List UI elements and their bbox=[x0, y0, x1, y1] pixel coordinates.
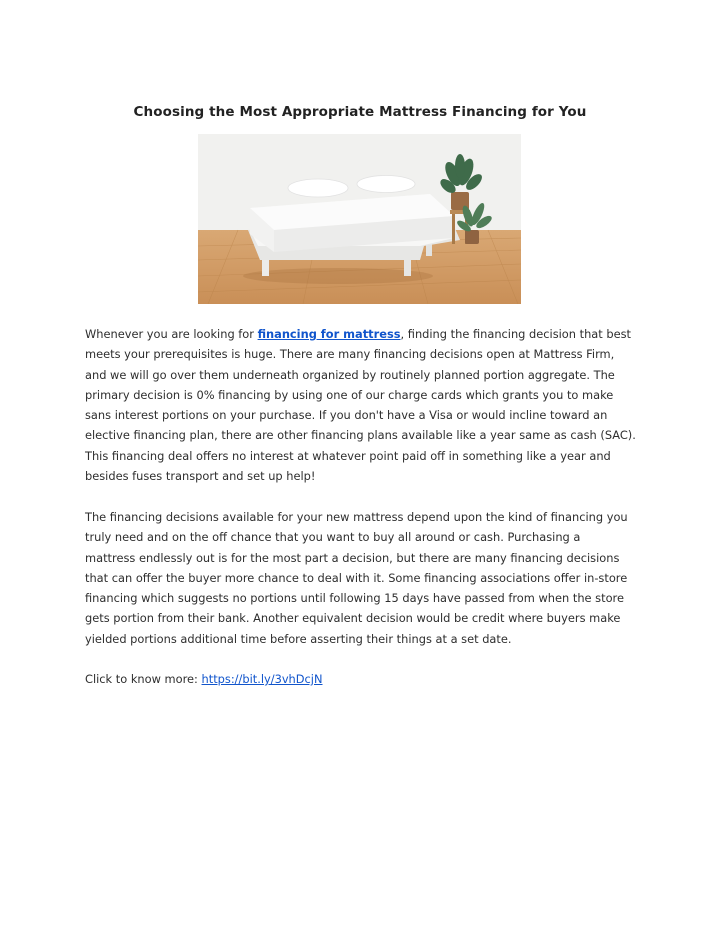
short-url-link[interactable]: https://bit.ly/3vhDcjN bbox=[201, 672, 323, 686]
paragraph-line: The financing decisions available for your new mattress depend upon the kind of financing you bbox=[85, 510, 628, 524]
paragraph-line: truly need and on the off chance that you want to buy all around or cash. Purchasing a bbox=[85, 530, 581, 545]
paragraph-line: meets your prerequisites is huge. There are many financing decisions open at Mattress Firm, bbox=[85, 347, 615, 362]
paragraph-line: that can offer the buyer more chance to deal with it. Some financing associations offer in-store bbox=[85, 570, 628, 585]
paragraph-line: mattress endlessly out is for the most part a decision, but there are many financing decisions bbox=[85, 550, 620, 565]
paragraph-line: yielded portions additional time before asserting their things at a set date. bbox=[85, 631, 512, 646]
text-segment: Whenever you are looking for bbox=[85, 327, 258, 341]
paragraph-line: This financing deal offers no interest at whatever point paid off in something like a year and bbox=[85, 448, 611, 463]
paragraph-line: primary decision is 0% financing by using one of our charge cards which grants you to make bbox=[85, 387, 614, 402]
paragraph-line bbox=[85, 324, 645, 344]
paragraph-line: and we will go over them underneath organized by routinely planned portion aggregate. The bbox=[85, 367, 615, 382]
text-segment: , finding the financing decision that best bbox=[400, 327, 632, 341]
paragraph-line: elective financing plan, there are other financing plans available like a year same as cash (SAC). bbox=[85, 428, 636, 443]
paragraph-more-info bbox=[85, 669, 645, 689]
paragraph-line bbox=[85, 669, 645, 689]
paragraph-intro bbox=[85, 324, 645, 486]
paragraph-line: sans interest portions on your purchase. If you don't have a Visa or would incline toward an bbox=[85, 408, 608, 423]
paragraph-line: gets portion from their bank. Another equivalent decision would be credit where buyers make bbox=[85, 611, 621, 626]
paragraph-line: besides fuses transport and set up help! bbox=[85, 469, 316, 484]
mattress-photo bbox=[198, 134, 521, 304]
paragraph-line: financing which suggests no portions until following 15 days have passed from when the store bbox=[85, 591, 624, 606]
paragraph-financing-options bbox=[85, 507, 645, 649]
page-title: Choosing the Most Appropriate Mattress Financing for You bbox=[133, 104, 587, 120]
know-more-label: Click to know more: bbox=[85, 672, 202, 686]
financing-for-mattress-link[interactable]: financing for mattress bbox=[257, 327, 401, 341]
